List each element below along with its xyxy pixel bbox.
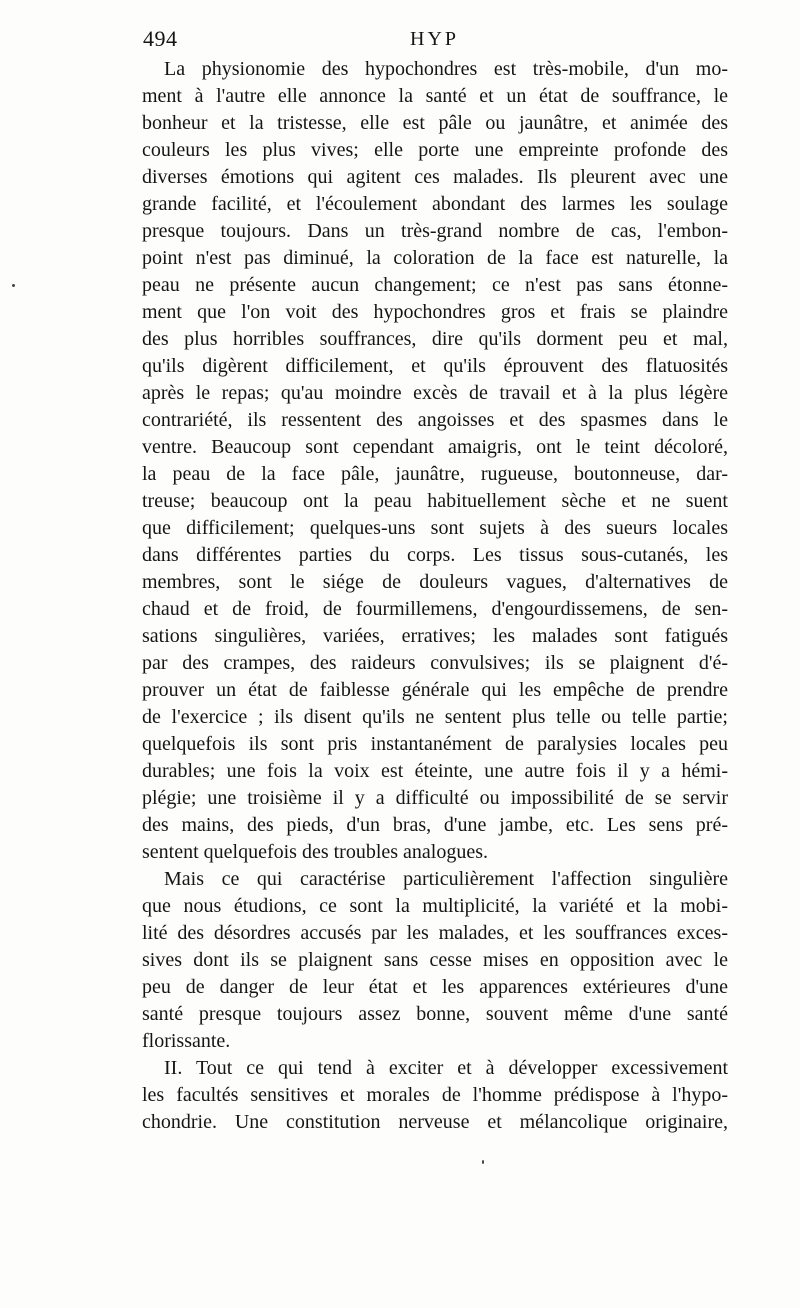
text-line: qu'ils digèrent difficilement, et qu'ils éprouvent des flatuosités bbox=[142, 355, 728, 377]
text-line: ment que l'on voit des hypochondres gros et frais se plaindre bbox=[142, 301, 728, 323]
text-line: quelquefois ils sont pris instantanément de paralysies locales peu bbox=[142, 733, 728, 755]
text-line: contrariété, ils ressentent des angoisses et des spasmes dans le bbox=[142, 409, 728, 431]
body-text bbox=[142, 56, 728, 1136]
text-line: bonheur et la tristesse, elle est pâle ou jaunâtre, et animée des bbox=[142, 112, 728, 134]
text-line: des mains, des pieds, d'un bras, d'une jambe, etc. Les sens pré- bbox=[142, 814, 728, 836]
text-line: couleurs les plus vives; elle porte une empreinte profonde des bbox=[142, 139, 728, 161]
text-line: sations singulières, variées, erratives; les malades sont fatigués bbox=[142, 625, 728, 647]
text-line: peau ne présente aucun changement; ce n'est pas sans étonne- bbox=[142, 274, 728, 296]
text-line: diverses émotions qui agitent ces malades. Ils pleurent avec une bbox=[142, 166, 728, 188]
text-line: sentent quelquefois des troubles analogues. bbox=[142, 841, 489, 863]
text-line: ventre. Beaucoup sont cependant amaigris, ont le teint décoloré, bbox=[142, 436, 728, 458]
text-line: chaud et de froid, de fourmillemens, d'engourdissemens, de sen- bbox=[142, 598, 728, 620]
running-head: HYP bbox=[410, 28, 460, 50]
text-line: prouver un état de faiblesse générale qui les empêche de prendre bbox=[142, 679, 728, 701]
text-line: point n'est pas diminué, la coloration de la face est naturelle, la bbox=[142, 247, 728, 269]
text-line: chondrie. Une constitution nerveuse et mélancolique originaire, bbox=[142, 1111, 728, 1133]
text-line: plégie; une troisième il y a difficulté ou impossibilité de se servir bbox=[142, 787, 728, 809]
text-line: ment à l'autre elle annonce la santé et un état de souffrance, le bbox=[142, 85, 728, 107]
text-line: que difficilement; quelques-uns sont sujets à des sueurs locales bbox=[142, 517, 728, 539]
text-line: les facultés sensitives et morales de l'homme prédispose à l'hypo- bbox=[142, 1084, 728, 1106]
text-line: après le repas; qu'au moindre excès de travail et à la plus légère bbox=[142, 382, 728, 404]
page-number: 494 bbox=[143, 26, 178, 51]
text-line: II. Tout ce qui tend à exciter et à développer excessivement bbox=[164, 1057, 728, 1079]
text-line: la peau de la face pâle, jaunâtre, rugueuse, boutonneuse, dar- bbox=[142, 463, 728, 485]
text-line: treuse; beaucoup ont la peau habituellement sèche et ne suent bbox=[142, 490, 728, 512]
text-line: par des crampes, des raideurs convulsives; ils se plaignent d'é- bbox=[142, 652, 728, 674]
text-line: de l'exercice ; ils disent qu'ils ne sentent plus telle ou telle partie; bbox=[142, 706, 728, 728]
text-line: Mais ce qui caractérise particulièrement l'affection singulière bbox=[164, 868, 728, 890]
text-line: lité des désordres accusés par les malades, et les souffrances exces- bbox=[142, 922, 728, 944]
text-line: dans différentes parties du corps. Les tissus sous-cutanés, les bbox=[142, 544, 728, 566]
text-line: presque toujours. Dans un très-grand nombre de cas, l'embon- bbox=[142, 220, 728, 242]
ink-speck bbox=[12, 284, 15, 287]
text-line: durables; une fois la voix est éteinte, une autre fois il y a hémi- bbox=[142, 760, 728, 782]
text-line: membres, sont le siége de douleurs vagues, d'alternatives de bbox=[142, 571, 728, 593]
text-line: grande facilité, et l'écoulement abondant des larmes les soulage bbox=[142, 193, 728, 215]
text-line: santé presque toujours assez bonne, souvent même d'une santé bbox=[142, 1003, 728, 1025]
text-line: La physionomie des hypochondres est très-mobile, d'un mo- bbox=[164, 58, 728, 80]
text-line: florissante. bbox=[142, 1030, 231, 1052]
ink-speck bbox=[482, 1160, 484, 1164]
text-line: que nous étudions, ce sont la multiplicité, la variété et la mobi- bbox=[142, 895, 728, 917]
text-line: peu de danger de leur état et les apparences extérieures d'une bbox=[142, 976, 728, 998]
text-line: sives dont ils se plaignent sans cesse mises en opposition avec le bbox=[142, 949, 728, 971]
text-line: des plus horribles souffrances, dire qu'ils dorment peu et mal, bbox=[142, 328, 728, 350]
